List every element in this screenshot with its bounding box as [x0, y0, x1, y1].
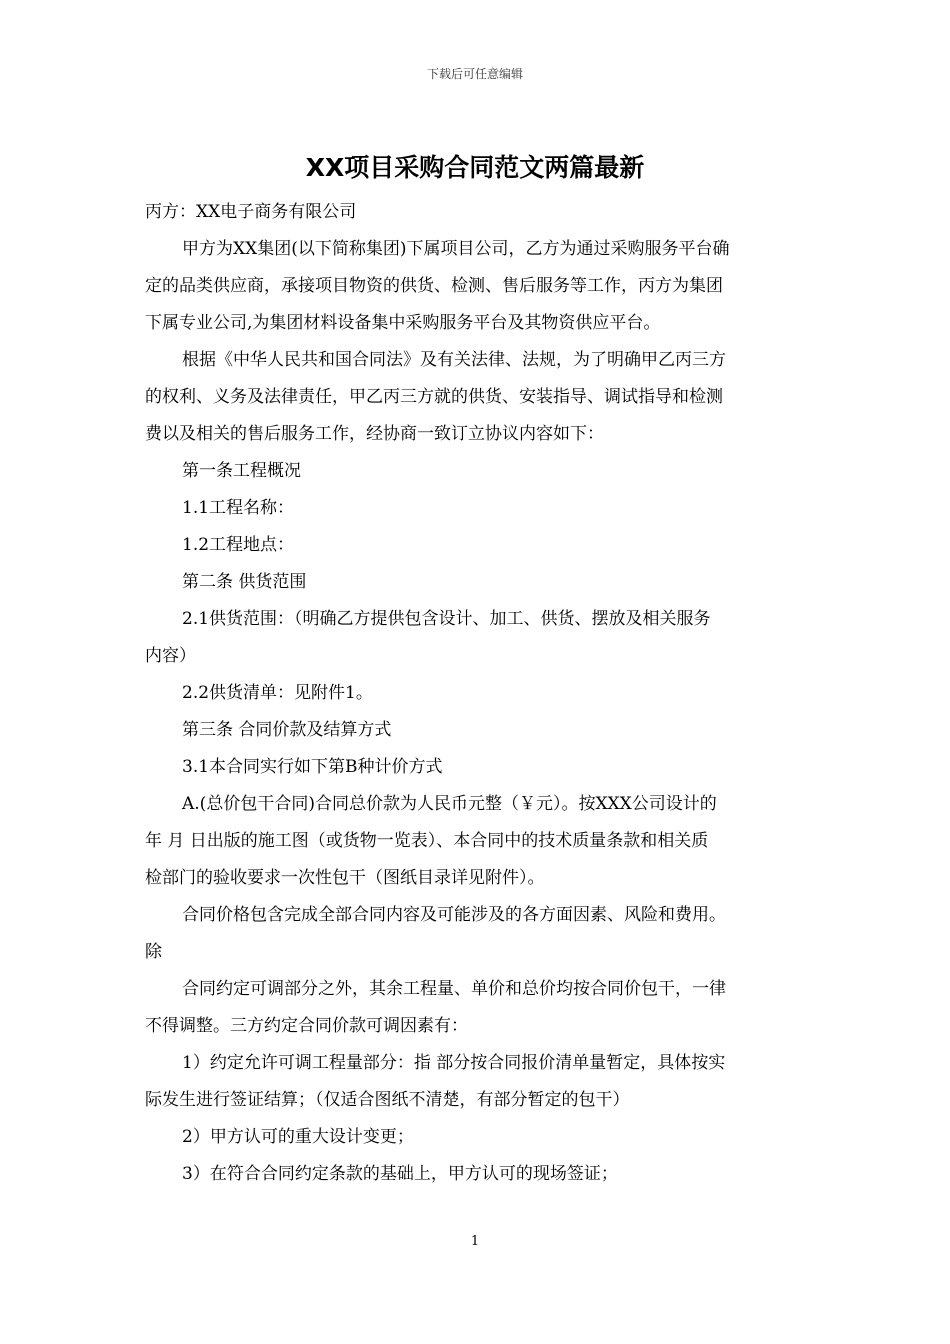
document-body: [145, 194, 807, 1193]
body-line: 下属专业公司,为集团材料设备集中采购服务平台及其物资供应平台。: [145, 313, 661, 333]
body-line: 1.2工程地点：: [182, 535, 295, 555]
page-number: 1: [470, 1234, 480, 1249]
body-line: 1）约定允许可调工程量部分：指 部分按合同报价清单量暂定，具体按实: [182, 1053, 726, 1073]
body-line: 际发生进行签证结算；（仅适合图纸不清楚，有部分暂定的包干）: [145, 1090, 630, 1110]
body-line: 甲方为XX集团(以下简称集团)下属项目公司，乙方为通过采购服务平台确: [182, 239, 730, 259]
body-line: 不得调整。三方约定合同价款可调因素有：: [145, 1016, 468, 1036]
body-line: 2.1供货范围：（明确乙方提供包含设计、加工、供货、摆放及相关服务: [182, 609, 711, 629]
body-line: 1.1工程名称：: [182, 498, 295, 518]
body-line: 费以及相关的售后服务工作，经协商一致订立协议内容如下：: [145, 424, 604, 444]
body-line: 3.1本合同实行如下第B种计价方式: [182, 757, 443, 777]
body-line: 合同价格包含完成全部合同内容及可能涉及的各方面因素、风险和费用。: [182, 905, 726, 925]
body-line: 年 月 日出版的施工图（或货物一览表）、本合同中的技术质量条款和相关质: [145, 831, 709, 851]
document-title: XX项目采购合同范文两篇最新: [305, 153, 645, 182]
body-line: 第三条 合同价款及结算方式: [182, 720, 392, 740]
body-line: 2.2供货清单：见附件1。: [182, 683, 373, 703]
body-line: 第一条工程概况: [182, 461, 301, 481]
body-line: 根据《中华人民共和国合同法》及有关法律、法规，为了明确甲乙丙三方: [182, 350, 726, 370]
body-line: A.(总价包干合同)合同总价款为人民币元整（￥元）。按XXX公司设计的: [182, 794, 717, 814]
body-line: 的权利、义务及法律责任，甲乙丙三方就的供货、安装指导、调试指导和检测: [145, 387, 723, 407]
body-line: 内容）: [145, 646, 196, 666]
body-line: 合同约定可调部分之外，其余工程量、单价和总价均按合同价包干，一律: [182, 979, 726, 999]
body-line: 丙方：XX电子商务有限公司: [145, 202, 357, 222]
body-line: 第二条 供货范围: [182, 572, 307, 592]
body-line: 2）甲方认可的重大设计变更；: [182, 1127, 414, 1147]
body-line: 除: [145, 942, 162, 962]
body-line: 3）在符合合同约定条款的基础上，甲方认可的现场签证；: [182, 1164, 618, 1184]
body-line: 定的品类供应商，承接项目物资的供货、检测、售后服务等工作，丙方为集团: [145, 276, 723, 296]
page-header: 下载后可任意编辑: [426, 67, 523, 81]
body-line: 检部门的验收要求一次性包干（图纸目录详见附件）。: [145, 868, 545, 888]
